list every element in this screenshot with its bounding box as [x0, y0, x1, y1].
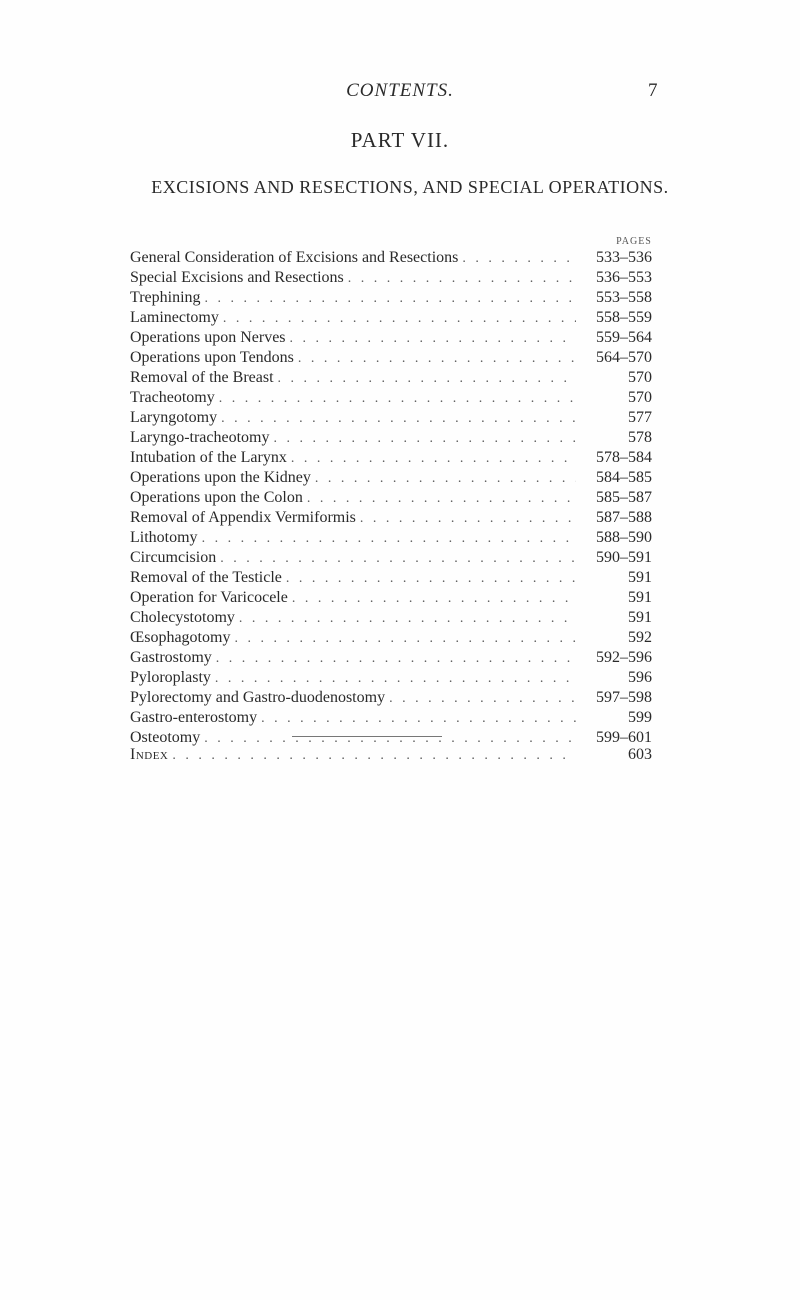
- dot-leader: [290, 329, 576, 348]
- toc-entry[interactable]: [130, 488, 652, 508]
- running-head: [0, 80, 800, 104]
- toc-entry[interactable]: [130, 508, 652, 528]
- toc-entry[interactable]: [130, 628, 652, 648]
- dot-leader: [307, 489, 576, 508]
- dot-leader: [360, 509, 576, 528]
- dot-leader: [234, 629, 576, 648]
- dot-leader: [315, 469, 576, 488]
- pages-column-header: PAGES: [616, 236, 652, 247]
- toc-entry-title: Tracheotomy: [130, 389, 215, 406]
- toc-entry-pages: 596: [628, 669, 652, 686]
- toc-entry-title: Laryngo-tracheotomy: [130, 429, 270, 446]
- toc-entry-title: Pylorectomy and Gastro-duodenostomy: [130, 689, 386, 706]
- toc-entry[interactable]: [130, 588, 652, 608]
- toc-entry-pages: 570: [628, 389, 652, 406]
- toc-entry[interactable]: [130, 328, 652, 348]
- toc-entry-pages: 584–585: [596, 469, 652, 486]
- toc-entry-pages: 533–536: [596, 249, 652, 266]
- toc-entry-title: Operations upon the Colon: [130, 489, 303, 506]
- toc-entry-pages: 590–591: [596, 549, 652, 566]
- dot-leader: [389, 689, 576, 708]
- dot-leader: [216, 649, 576, 668]
- toc-entry-pages: 599: [628, 709, 652, 726]
- toc-entry[interactable]: [130, 268, 652, 288]
- dot-leader: [291, 449, 576, 468]
- dot-leader: [221, 409, 576, 428]
- dot-leader: [172, 745, 576, 766]
- dot-leader: [220, 549, 576, 568]
- part-title: PART VII.: [350, 128, 450, 152]
- toc-entry-pages: 553–558: [596, 289, 652, 306]
- toc-entry-pages: 591: [628, 609, 652, 626]
- toc-entry-title: General Consideration of Excisions and Resections: [130, 249, 459, 266]
- dot-leader: [205, 289, 576, 308]
- divider-rule: [292, 736, 442, 737]
- dot-leader: [348, 269, 576, 288]
- toc-entry-title: Removal of the Breast: [130, 369, 274, 386]
- toc-entry[interactable]: [130, 388, 652, 408]
- toc-entry-pages: 597–598: [596, 689, 652, 706]
- page-number: 7: [648, 80, 658, 101]
- toc-entry-pages: 599–601: [596, 729, 652, 746]
- toc-entry-title: Lithotomy: [130, 529, 198, 546]
- toc-entry-pages: 570: [628, 369, 652, 386]
- toc-entry[interactable]: [130, 348, 652, 368]
- toc-entry-title: Œsophagotomy: [130, 629, 231, 646]
- table-of-contents: [130, 248, 652, 748]
- toc-entry-pages: 559–564: [596, 329, 652, 346]
- dot-leader: [202, 529, 576, 548]
- toc-entry-title: Operation for Varicocele: [130, 589, 288, 606]
- section-title: EXCISIONS AND RESECTIONS, AND SPECIAL OPERATIONS.: [151, 177, 669, 197]
- toc-entry-title: Intubation of the Larynx: [130, 449, 287, 466]
- dot-leader: [274, 429, 577, 448]
- toc-entry[interactable]: [130, 448, 652, 468]
- running-title: CONTENTS.: [346, 80, 454, 101]
- dot-leader: [239, 609, 576, 628]
- toc-entry-title: Cholecystotomy: [130, 609, 235, 626]
- dot-leader: [292, 589, 576, 608]
- toc-entry-title: Laminectomy: [130, 309, 219, 326]
- toc-entry-pages: 564–570: [596, 349, 652, 366]
- toc-entry[interactable]: [130, 468, 652, 488]
- toc-entry[interactable]: [130, 608, 652, 628]
- toc-entry[interactable]: [130, 528, 652, 548]
- toc-entry-title: Gastrostomy: [130, 649, 212, 666]
- toc-entry[interactable]: [130, 548, 652, 568]
- toc-entry-title: Pyloroplasty: [130, 669, 211, 686]
- toc-entry-pages: 592–596: [596, 649, 652, 666]
- toc-entry-title: Operations upon Tendons: [130, 349, 294, 366]
- toc-entry[interactable]: [130, 248, 652, 268]
- index-label: Index: [130, 746, 169, 763]
- toc-entry-pages: 536–553: [596, 269, 652, 286]
- toc-entry-title: Operations upon Nerves: [130, 329, 286, 346]
- dot-leader: [215, 669, 576, 688]
- dot-leader: [261, 709, 576, 728]
- toc-entry[interactable]: [130, 408, 652, 428]
- dot-leader: [223, 309, 576, 328]
- toc-entry-title: Removal of Appendix Vermiformis: [130, 509, 356, 526]
- toc-entry[interactable]: [130, 648, 652, 668]
- dot-leader: [462, 249, 576, 268]
- toc-entry-pages: 578–584: [596, 449, 652, 466]
- toc-entry[interactable]: [130, 668, 652, 688]
- toc-entry[interactable]: [130, 568, 652, 588]
- toc-entry-pages: 558–559: [596, 309, 652, 326]
- toc-entry-pages: 591: [628, 569, 652, 586]
- toc-entry-title: Osteotomy: [130, 729, 201, 746]
- toc-entry[interactable]: [130, 308, 652, 328]
- toc-entry[interactable]: [130, 688, 652, 708]
- toc-entry-title: Special Excisions and Resections: [130, 269, 344, 286]
- dot-leader: [286, 569, 576, 588]
- toc-entry-title: Circumcision: [130, 549, 217, 566]
- toc-entry-pages: 588–590: [596, 529, 652, 546]
- toc-entry-title: Trephining: [130, 289, 201, 306]
- toc-entry-title: Gastro-enterostomy: [130, 709, 258, 726]
- toc-entry-title: Removal of the Testicle: [130, 569, 282, 586]
- toc-entry[interactable]: [130, 368, 652, 388]
- toc-entry-pages: 592: [628, 629, 652, 646]
- toc-entry-pages: 591: [628, 589, 652, 606]
- toc-entry-pages: 577: [628, 409, 652, 426]
- index-page: 603: [628, 746, 652, 763]
- toc-entry-title: Laryngotomy: [130, 409, 218, 426]
- dot-leader: [219, 389, 576, 408]
- toc-entry-pages: 585–587: [596, 489, 652, 506]
- dot-leader: [298, 349, 576, 368]
- index-entry[interactable]: [130, 744, 652, 766]
- toc-entry[interactable]: [130, 428, 652, 448]
- toc-entry[interactable]: [130, 708, 652, 728]
- toc-entry[interactable]: [130, 288, 652, 308]
- toc-entry-title: Operations upon the Kidney: [130, 469, 311, 486]
- toc-entry-pages: 578: [628, 429, 652, 446]
- toc-entry-pages: 587–588: [596, 509, 652, 526]
- dot-leader: [278, 369, 576, 388]
